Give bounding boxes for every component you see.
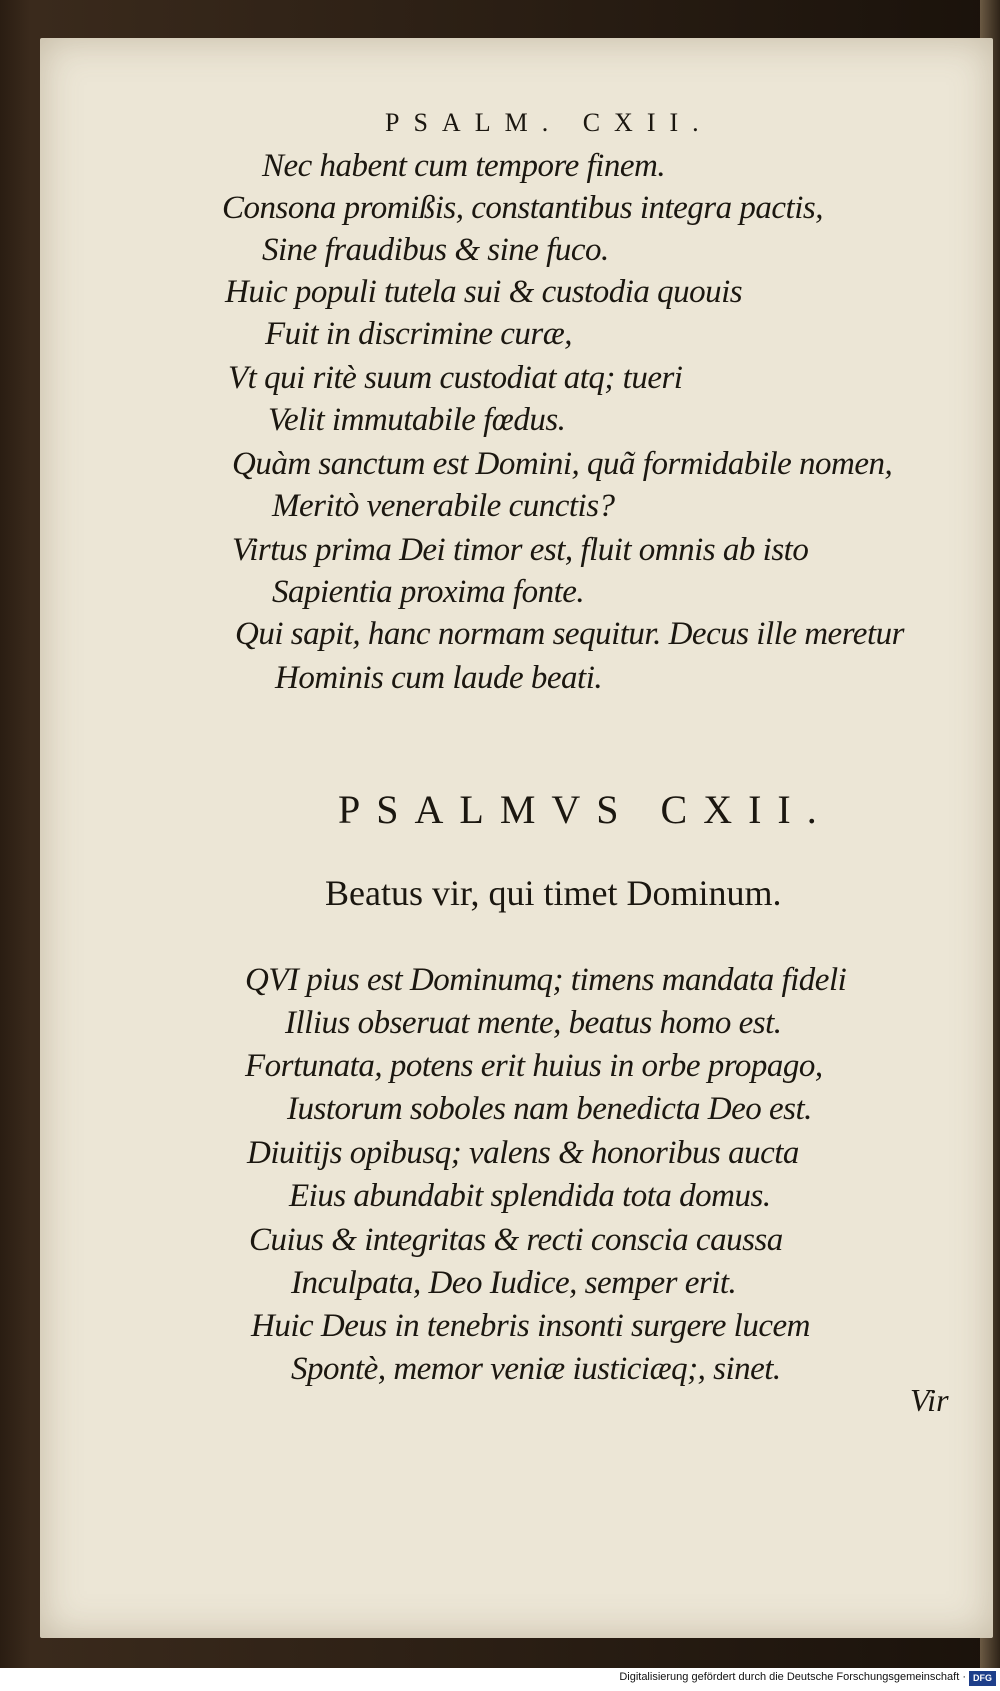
verse-line: Cuius & integritas & recti conscia caussa — [249, 1222, 783, 1258]
verse-line: Nec habent cum tempore finem. — [262, 148, 666, 184]
dfg-logo-icon: DFG — [969, 1671, 996, 1686]
verse-line: Qui sapit, hanc normam sequitur. Decus ille meretur — [235, 616, 904, 652]
verse-line: Velit immutabile fœdus. — [268, 402, 566, 438]
verse-line: Fortunata, potens erit huius in orbe propago, — [245, 1048, 823, 1084]
verse-line: Iustorum soboles nam benedicta Deo est. — [287, 1091, 812, 1127]
verse-line: Eius abundabit splendida tota domus. — [289, 1178, 771, 1214]
verse-line: Quàm sanctum est Domini, quã formidabile nomen, — [232, 446, 893, 482]
verse-line: Virtus prima Dei timor est, fluit omnis ab isto — [232, 532, 809, 568]
verse-line: QVI pius est Dominumq; timens mandata fideli — [245, 962, 847, 998]
verse-line: Sine fraudibus & sine fuco. — [262, 232, 609, 268]
verse-line: Vt qui ritè suum custodiat atq; tueri — [228, 360, 683, 396]
footer-bar — [0, 1668, 1000, 1691]
verse-line: Hominis cum laude beati. — [275, 660, 603, 696]
verse-line: Sapientia proxima fonte. — [272, 574, 585, 610]
verse-line: Diuitijs opibusq; valens & honoribus aucta — [247, 1135, 799, 1171]
running-header: PSALM. CXII. — [385, 108, 713, 137]
verse-line: Inculpata, Deo Iudice, semper erit. — [291, 1265, 737, 1301]
verse-line: Consona promißis, constantibus integra pactis, — [222, 190, 823, 226]
verse-line: Fuit in discrimine curæ, — [265, 316, 572, 352]
verse-line: Huic populi tutela sui & custodia quouis — [225, 274, 743, 310]
footer-credit: Digitalisierung gefördert durch die Deutsche Forschungsgemeinschaft · — [619, 1671, 966, 1683]
catchword: Vir — [910, 1382, 949, 1418]
verse-line: Meritò venerabile cunctis? — [272, 488, 615, 524]
verse-line: Huic Deus in tenebris insonti surgere lucem — [251, 1308, 810, 1344]
psalm-subtitle: Beatus vir, qui timet Dominum. — [325, 873, 782, 913]
verse-line: Spontè, memor veniæ iusticiæq;, sinet. — [291, 1351, 781, 1387]
verse-line: Illius obseruat mente, beatus homo est. — [285, 1005, 782, 1041]
psalm-title: PSALMVS CXII. — [338, 787, 833, 832]
